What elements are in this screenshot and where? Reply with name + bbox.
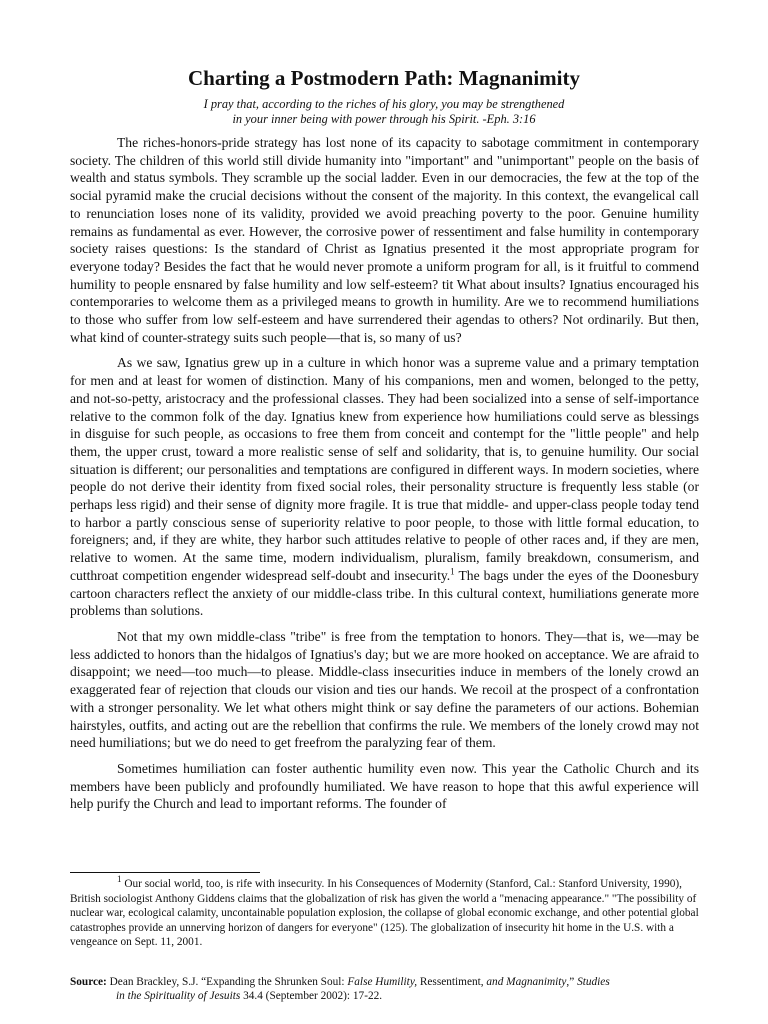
source-journal-1: Studies bbox=[577, 976, 610, 988]
paragraph-3: Not that my own middle-class "tribe" is free from the temptation to honors. They—that is, we—may be less addicted to honors than the hidalgos of Ignatius's day; but we are more hooked on acceptance. We are afraid to disappoint; we need—too much—to please. Middle-class insecurities induce in members of the lonely crowd an exaggerated fear of rejection that clouds our vision and ties our hands. We recoil at the prospect of a confrontation with a stronger personality. We let what others might think or say define the parameters of our actions. Bohemian hairstyles, outfits, and acting out are the rebellion that confirms the rule. We members of the lonely crowd may not need humiliations; but we do need to get freefrom the paralyzing fear of them. bbox=[70, 628, 699, 751]
footnote-text: Our social world, too, is rife with insecurity. In his Consequences of Modernity (Stanford, Cal.: Stanford University, 1990), British sociologist Anthony Giddens claims that the globalization of risk has given the world a "menacing appearance." "The possibility of nuclear war, ecological calamity, uncontainable population explosion, the collapse of global economic exchange, and other potential global catastrophes provide an unnerving horizon of dangers for everyone" (125). The globalization of insecurity hit home in the U.S. with a vengeance on Sept. 11, 2001. bbox=[70, 878, 699, 948]
footnote-reference: 1 bbox=[450, 566, 455, 577]
paragraph-4: Sometimes humiliation can foster authentic humility even now. This year the Catholic Church and its members have been publicly and profoundly humiliated. We have reason to hope that this awful experience will help purify the Church and lead to important reforms. The founder of bbox=[70, 760, 699, 812]
source-citation-details: 34.4 (September 2002): 17-22. bbox=[240, 990, 383, 1002]
footnote-divider bbox=[70, 872, 260, 873]
source-label: Source: bbox=[70, 976, 107, 988]
source-author: Dean Brackley, S.J. “Expanding the Shrunken Soul: bbox=[106, 976, 348, 988]
paragraph-2-text: As we saw, Ignatius grew up in a culture in which honor was a supreme value and a primary temptation for men and at least for women of distinction. Many of his companions, men and women, belonged to the petty, and not-so-petty, aristocracy and the professional classes. They had been socialized into a sense of self-importance relative to the common folk of the day. Ignatius knew from experience how humiliations could serve as blessings in disguise for such people, as occasions to free them from conceit and contempt for the "little people" and help them, the upper crust, toward a more realistic sense of self and solidarity, that is, to genuine humility. Our social situation is different; our personalities and temptations are configured in different ways. In modern societies, where people do not derive their identity from fixed social roles, their personality structure is frequently less stable (or perhaps less rigid) and their sense of dignity more fragile. It is true that middle- and upper-class people today tend to harbor a partly conscious sense of superiority relative to poor people, to those with little formal education, to foreigners; and, if they are white, they harbor such attitudes relative to people of other races and, if they are men, relative to women. At the same time, modern individualism, pluralism, family breakdown, consumerism, and cutthroat competition engender widespread self-doubt and insecurity. bbox=[70, 355, 699, 583]
footnote bbox=[70, 874, 699, 950]
page-title: Charting a Postmodern Path: Magnanimity bbox=[188, 66, 580, 90]
footnote-marker: 1 bbox=[117, 874, 122, 885]
source-citation bbox=[70, 975, 710, 1003]
source-title-end: ,” bbox=[566, 976, 578, 988]
source-title-a: False Humility, bbox=[347, 976, 418, 988]
article-body bbox=[70, 134, 699, 821]
paragraph-2 bbox=[70, 354, 699, 620]
source-title-b: Ressentiment, bbox=[417, 976, 487, 988]
epigraph-line-2: in your inner being with power through his Spirit. -Eph. 3:16 bbox=[232, 111, 536, 126]
epigraph-line-1: I pray that, according to the riches of his glory, you may be strengthened bbox=[203, 97, 565, 111]
source-journal-2: in the Spirituality of Jesuits bbox=[116, 990, 241, 1002]
epigraph bbox=[0, 97, 768, 126]
source-title-c: and Magnanimity bbox=[486, 976, 567, 988]
paragraph-2-text-cont: The bags under the eyes of the Doonesbury cartoon characters reflect the anxiety of our middle-class tribe. In this cultural context, humiliations generate more problems than solutions. bbox=[70, 567, 699, 619]
paragraph-1: The riches-honors-pride strategy has lost none of its capacity to sabotage commitment in contemporary society. The children of this world still divide humanity into "important" and "unimportant" people on the basis of wealth and status symbols. They scramble up the social ladder. Even in our democracies, the few at the top of the social pyramid make the crucial decisions without the consent of the majority. In this context, the evangelical call to renunciation loses none of its validity, provided we avoid preaching poverty to the poor. Genuine humility remains as fundamental as ever. However, the corrosive power of ressentiment and false humility in contemporary society raises questions: Is the standard of Christ as Ignatius presented it the most appropriate program for everyone today? Besides the fact that he would never promote a uniform program for all, is it fruitful to commend humility to people ensnared by false humility and low self-esteem? tit What about insults? Ignatius encouraged his contemporaries to welcome them as a privileged means to growth in humility. Are we to recommend humiliations to those who suffer from low self-esteem and have surrendered their agendas to others? Not ordinarily. But then, what kind of counter-strategy suits such people—that is, so many of us? bbox=[70, 135, 699, 345]
